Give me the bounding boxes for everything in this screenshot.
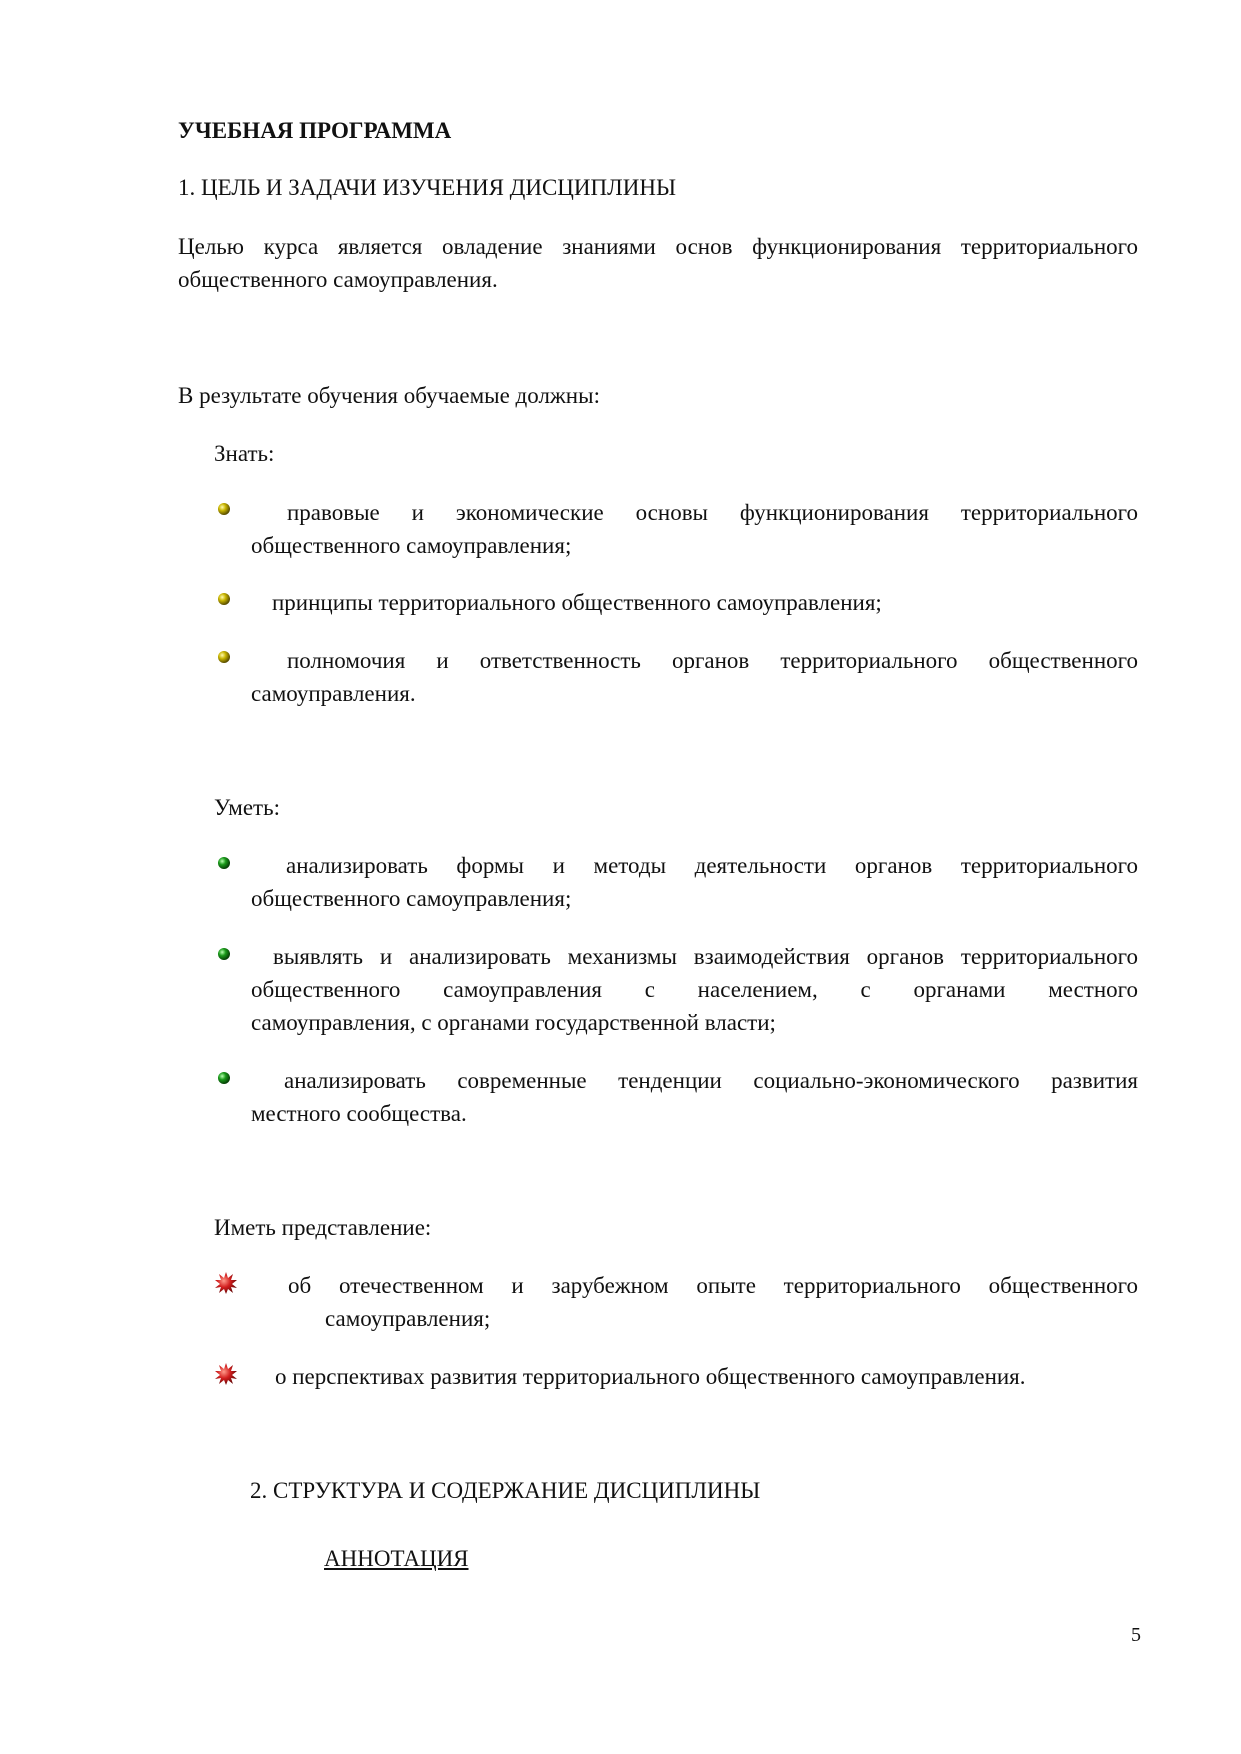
green-ball-bullet-icon bbox=[217, 947, 231, 961]
document-title: УЧЕБНАЯ ПРОГРАММА bbox=[178, 118, 452, 143]
annotation-heading: АННОТАЦИЯ bbox=[324, 1546, 469, 1571]
can-item-1-line-2: общественного самоуправления; bbox=[251, 886, 572, 911]
can-item-2-line-1: выявлять и анализировать механизмы взаимодействия органов территориального bbox=[273, 944, 1138, 969]
yellow-ball-bullet-icon bbox=[217, 592, 231, 606]
page-number: 5 bbox=[1131, 1624, 1141, 1646]
idea-item-1-line-2: самоуправления; bbox=[325, 1306, 491, 1331]
know-item-1-line-2: общественного самоуправления; bbox=[251, 533, 572, 558]
can-label: Уметь: bbox=[214, 795, 280, 820]
know-item-3-line-2: самоуправления. bbox=[251, 681, 416, 706]
red-star-bullet-icon bbox=[214, 1362, 238, 1386]
goal-line-1: Целью курса является овладение знаниями основ функционирования территориального bbox=[178, 234, 1138, 259]
know-item-3-line-1: полномочия и ответственность органов территориального общественного bbox=[287, 648, 1138, 673]
yellow-ball-bullet-icon bbox=[217, 502, 231, 516]
result-intro: В результате обучения обучаемые должны: bbox=[178, 383, 600, 408]
idea-item-1-line-1: об отечественном и зарубежном опыте территориального общественного bbox=[288, 1273, 1138, 1298]
section-1-heading: 1. ЦЕЛЬ И ЗАДАЧИ ИЗУЧЕНИЯ ДИСЦИПЛИНЫ bbox=[178, 175, 677, 200]
can-item-3-line-1: анализировать современные тенденции социально-экономического развития bbox=[284, 1068, 1138, 1093]
can-item-2-line-2: общественного самоуправления с населением, с органами местного bbox=[251, 977, 1138, 1002]
yellow-ball-bullet-icon bbox=[217, 650, 231, 664]
section-2-heading: 2. СТРУКТУРА И СОДЕРЖАНИЕ ДИСЦИПЛИНЫ bbox=[250, 1478, 761, 1503]
know-item-1-line-1: правовые и экономические основы функционирования территориального bbox=[287, 500, 1138, 525]
idea-label: Иметь представление: bbox=[214, 1215, 432, 1240]
know-label: Знать: bbox=[214, 441, 275, 466]
idea-item-2: о перспективах развития территориального общественного самоуправления. bbox=[275, 1364, 1026, 1389]
can-item-3-line-2: местного сообщества. bbox=[251, 1101, 467, 1126]
green-ball-bullet-icon bbox=[217, 1071, 231, 1085]
red-star-bullet-icon bbox=[214, 1271, 238, 1295]
can-item-2-line-3: самоуправления, с органами государственной власти; bbox=[251, 1010, 776, 1035]
green-ball-bullet-icon bbox=[217, 856, 231, 870]
know-item-2: принципы территориального общественного самоуправления; bbox=[272, 590, 882, 615]
can-item-1-line-1: анализировать формы и методы деятельности органов территориального bbox=[286, 853, 1138, 878]
goal-line-2: общественного самоуправления. bbox=[178, 267, 498, 292]
